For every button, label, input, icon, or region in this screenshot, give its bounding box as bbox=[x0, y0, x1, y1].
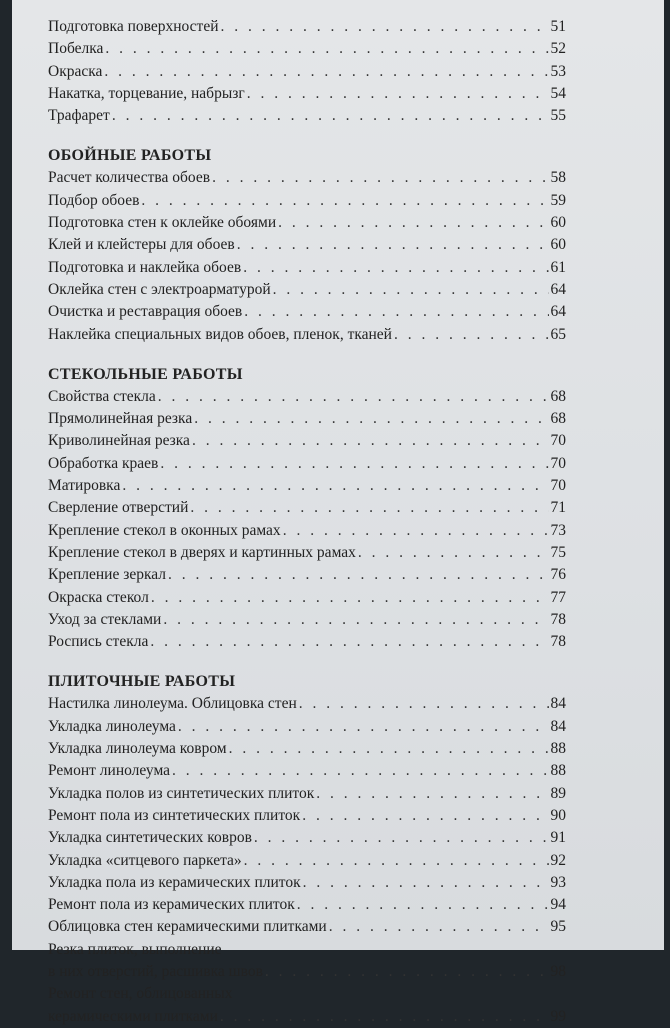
dot-leader bbox=[163, 609, 548, 631]
entry-title: керамическими плитками bbox=[48, 1007, 218, 1025]
page-number: 84 bbox=[550, 717, 566, 735]
toc-entry-row bbox=[48, 760, 566, 782]
toc-entry-row bbox=[48, 386, 566, 408]
dot-leader bbox=[221, 16, 549, 38]
page-number: 98 bbox=[550, 962, 566, 980]
entry-title: Роспись стекла bbox=[48, 633, 149, 651]
book-page bbox=[12, 0, 664, 1025]
dot-leader bbox=[237, 234, 549, 256]
dot-leader bbox=[254, 827, 549, 849]
toc-entry-row bbox=[48, 212, 566, 234]
entry-title: Укладка «ситцевого паркета» bbox=[48, 851, 242, 869]
entry-title: Укладка линолеума bbox=[48, 717, 176, 735]
toc-entry-row bbox=[48, 408, 566, 430]
toc-entry bbox=[48, 279, 566, 301]
toc-entry bbox=[48, 167, 566, 189]
toc-entry bbox=[48, 105, 566, 127]
entry-title: Облицовка стен керамическими плитками bbox=[48, 918, 327, 936]
entry-title: Окраска bbox=[48, 62, 103, 80]
toc-entry-row bbox=[48, 894, 566, 916]
toc-entry bbox=[48, 453, 566, 475]
toc-entry bbox=[48, 234, 566, 256]
toc-entry-row bbox=[48, 279, 566, 301]
table-of-contents bbox=[48, 16, 566, 1028]
dot-leader bbox=[244, 301, 548, 323]
page-number: 68 bbox=[550, 410, 566, 428]
page-number: 75 bbox=[550, 543, 566, 561]
dot-leader bbox=[229, 738, 549, 760]
entry-title: Укладка полов из синтетических плиток bbox=[48, 784, 315, 802]
dot-leader bbox=[278, 212, 548, 234]
entry-title: Уход за стеклами bbox=[48, 610, 162, 628]
toc-entry bbox=[48, 520, 566, 542]
toc-entry-row bbox=[48, 805, 566, 827]
toc-entry-row bbox=[48, 324, 566, 346]
toc-entry-row bbox=[48, 83, 566, 105]
entry-title: Ремонт линолеума bbox=[48, 762, 171, 780]
entry-title: Оклейка стен с электроарматурой bbox=[48, 280, 271, 298]
entry-title: Ремонт пола из керамических плиток bbox=[48, 896, 295, 914]
dot-leader bbox=[104, 61, 548, 83]
page-number: 99 bbox=[550, 1007, 566, 1025]
toc-entry bbox=[48, 38, 566, 60]
toc-entry-row bbox=[48, 475, 566, 497]
toc-section bbox=[48, 671, 566, 1027]
entry-title: Расчет количества обоев bbox=[48, 169, 211, 187]
dot-leader bbox=[243, 257, 548, 279]
dot-leader bbox=[302, 805, 548, 827]
toc-entry bbox=[48, 324, 566, 346]
dot-leader bbox=[303, 872, 549, 894]
toc-entry-row bbox=[48, 738, 566, 760]
toc-entry-row bbox=[48, 827, 566, 849]
toc-section bbox=[48, 16, 566, 127]
toc-entry-row bbox=[48, 16, 566, 38]
toc-entry bbox=[48, 894, 566, 916]
page-number: 78 bbox=[550, 610, 566, 628]
toc-entry bbox=[48, 693, 566, 715]
page-number: 71 bbox=[550, 499, 566, 517]
page-number: 68 bbox=[550, 387, 566, 405]
page-number: 94 bbox=[550, 896, 566, 914]
toc-entry-row bbox=[48, 430, 566, 452]
dot-leader bbox=[316, 783, 548, 805]
toc-entry-row bbox=[48, 716, 566, 738]
entry-title-line: Резка плиток, выполнение bbox=[48, 940, 222, 958]
toc-entry bbox=[48, 805, 566, 827]
toc-entry-row bbox=[48, 850, 566, 872]
toc-entry bbox=[48, 475, 566, 497]
toc-entry-row bbox=[48, 301, 566, 323]
page-number: 65 bbox=[550, 325, 566, 343]
page-number: 53 bbox=[550, 62, 566, 80]
dot-leader bbox=[220, 1006, 549, 1028]
page-number: 90 bbox=[550, 806, 566, 824]
dot-leader bbox=[112, 105, 549, 127]
page-number: 70 bbox=[550, 432, 566, 450]
toc-entry bbox=[48, 872, 566, 894]
dot-leader bbox=[168, 564, 548, 586]
dot-leader bbox=[212, 167, 548, 189]
toc-entry bbox=[48, 542, 566, 564]
dot-leader bbox=[283, 520, 549, 542]
entry-title: Накатка, торцевание, набрызг bbox=[48, 84, 245, 102]
page-number: 70 bbox=[550, 454, 566, 472]
dot-leader bbox=[299, 693, 549, 715]
page-number: 77 bbox=[550, 588, 566, 606]
toc-entry-row bbox=[48, 520, 566, 542]
toc-entry bbox=[48, 564, 566, 586]
entry-title: Сверление отверстий bbox=[48, 499, 189, 517]
toc-entry bbox=[48, 386, 566, 408]
toc-entry-row bbox=[48, 693, 566, 715]
dot-leader bbox=[394, 324, 549, 346]
toc-entry bbox=[48, 783, 566, 805]
toc-entry bbox=[48, 301, 566, 323]
page-number: 84 bbox=[550, 695, 566, 713]
entry-title: Матировка bbox=[48, 477, 121, 495]
toc-entry-row bbox=[48, 587, 566, 609]
toc-entry bbox=[48, 497, 566, 519]
toc-entry-row bbox=[48, 234, 566, 256]
entry-title: Подбор обоев bbox=[48, 191, 140, 209]
dot-leader bbox=[178, 716, 549, 738]
dot-leader bbox=[160, 453, 548, 475]
dot-leader bbox=[297, 894, 549, 916]
entry-title: Подготовка и наклейка обоев bbox=[48, 258, 242, 276]
page-number: 93 bbox=[550, 873, 566, 891]
toc-entry bbox=[48, 983, 566, 1028]
entry-title: Прямолинейная резка bbox=[48, 410, 193, 428]
page-number: 64 bbox=[550, 303, 566, 321]
entry-title: Очистка и реставрация обоев bbox=[48, 303, 243, 321]
dot-leader bbox=[172, 760, 548, 782]
toc-entry-row bbox=[48, 61, 566, 83]
toc-entry bbox=[48, 61, 566, 83]
toc-section bbox=[48, 145, 566, 345]
dot-leader bbox=[265, 961, 549, 983]
page-number: 73 bbox=[550, 521, 566, 539]
page-number: 59 bbox=[550, 191, 566, 209]
page-number: 54 bbox=[550, 84, 566, 102]
entry-title: Укладка пола из керамических плиток bbox=[48, 873, 301, 891]
dot-leader bbox=[358, 542, 549, 564]
dot-leader bbox=[247, 83, 549, 105]
toc-entry bbox=[48, 587, 566, 609]
entry-title: Побелка bbox=[48, 40, 104, 58]
page-number: 88 bbox=[550, 762, 566, 780]
toc-entry bbox=[48, 430, 566, 452]
toc-entry bbox=[48, 939, 566, 984]
page-number: 60 bbox=[550, 214, 566, 232]
toc-entry-row bbox=[48, 38, 566, 60]
entry-title: Подготовка стен к оклейке обоями bbox=[48, 214, 277, 232]
toc-entry-row bbox=[48, 564, 566, 586]
dot-leader bbox=[150, 631, 548, 653]
toc-entry bbox=[48, 609, 566, 631]
page-number: 89 bbox=[550, 784, 566, 802]
toc-entry bbox=[48, 738, 566, 760]
dot-leader bbox=[105, 38, 548, 60]
dot-leader bbox=[194, 408, 548, 430]
toc-entry-row bbox=[48, 1006, 566, 1028]
toc-entry-row bbox=[48, 257, 566, 279]
toc-entry bbox=[48, 916, 566, 938]
dot-leader bbox=[273, 279, 549, 301]
toc-entry bbox=[48, 16, 566, 38]
dot-leader bbox=[329, 916, 549, 938]
entry-title: Укладка синтетических ковров bbox=[48, 829, 252, 847]
dot-leader bbox=[158, 386, 549, 408]
toc-entry-row bbox=[48, 167, 566, 189]
page-number: 60 bbox=[550, 236, 566, 254]
dot-leader bbox=[122, 475, 548, 497]
page-number: 88 bbox=[550, 740, 566, 758]
entry-title: Криволинейная резка bbox=[48, 432, 190, 450]
toc-entry bbox=[48, 760, 566, 782]
toc-entry-row bbox=[48, 190, 566, 212]
entry-title: Окраска стекол bbox=[48, 588, 149, 606]
toc-entry bbox=[48, 827, 566, 849]
entry-title-line: Ремонт стен, облицованных bbox=[48, 985, 233, 1003]
toc-entry-row bbox=[48, 105, 566, 127]
entry-title: Настилка линолеума. Облицовка стен bbox=[48, 695, 297, 713]
toc-section bbox=[48, 364, 566, 654]
entry-title: Клей и клейстеры для обоев bbox=[48, 236, 235, 254]
page-number: 51 bbox=[550, 18, 566, 35]
entry-title: Ремонт пола из синтетических плиток bbox=[48, 806, 301, 824]
page-number: 92 bbox=[550, 851, 566, 869]
toc-entry bbox=[48, 408, 566, 430]
toc-entry bbox=[48, 716, 566, 738]
toc-entry bbox=[48, 631, 566, 653]
entry-title: в них отверстий, расшивка швов bbox=[48, 962, 263, 980]
toc-entry-row bbox=[48, 609, 566, 631]
page-number: 58 bbox=[550, 169, 566, 187]
toc-entry bbox=[48, 83, 566, 105]
entry-title: Подготовка поверхностей bbox=[48, 18, 219, 35]
entry-title: Укладка линолеума ковром bbox=[48, 740, 227, 758]
toc-entry-row bbox=[48, 497, 566, 519]
entry-title: Трафарет bbox=[48, 107, 110, 125]
toc-entry-row bbox=[48, 872, 566, 894]
entry-title: Наклейка специальных видов обоев, пленок, тканей bbox=[48, 325, 392, 343]
section-heading: ОБОЙНЫЕ РАБОТЫ bbox=[48, 147, 212, 165]
dot-leader bbox=[151, 587, 549, 609]
dot-leader bbox=[190, 497, 548, 519]
entry-title: Крепление зеркал bbox=[48, 566, 167, 584]
page-number: 78 bbox=[550, 633, 566, 651]
toc-entry-row bbox=[48, 916, 566, 938]
page-number: 52 bbox=[550, 40, 566, 58]
toc-entry bbox=[48, 212, 566, 234]
toc-entry bbox=[48, 190, 566, 212]
dot-leader bbox=[141, 190, 548, 212]
page-number: 91 bbox=[550, 829, 566, 847]
toc-entry bbox=[48, 257, 566, 279]
section-heading: СТЕКОЛЬНЫЕ РАБОТЫ bbox=[48, 365, 243, 383]
toc-entry-row bbox=[48, 631, 566, 653]
entry-title: Обработка краев bbox=[48, 454, 159, 472]
entry-title: Свойства стекла bbox=[48, 387, 156, 405]
page-number: 76 bbox=[550, 566, 566, 584]
toc-entry bbox=[48, 850, 566, 872]
section-heading: ПЛИТОЧНЫЕ РАБОТЫ bbox=[48, 673, 236, 691]
entry-title: Крепление стекол в дверях и картинных рамах bbox=[48, 543, 356, 561]
toc-entry-row bbox=[48, 453, 566, 475]
page-number: 70 bbox=[550, 477, 566, 495]
page-number: 95 bbox=[550, 918, 566, 936]
toc-entry-row bbox=[48, 542, 566, 564]
toc-entry-row bbox=[48, 961, 566, 983]
dot-leader bbox=[192, 430, 549, 452]
toc-entry-row bbox=[48, 783, 566, 805]
dot-leader bbox=[244, 850, 549, 872]
page-number: 64 bbox=[550, 280, 566, 298]
page-number: 55 bbox=[550, 107, 566, 125]
entry-title: Крепление стекол в оконных рамах bbox=[48, 521, 281, 539]
page-number: 61 bbox=[550, 258, 566, 276]
